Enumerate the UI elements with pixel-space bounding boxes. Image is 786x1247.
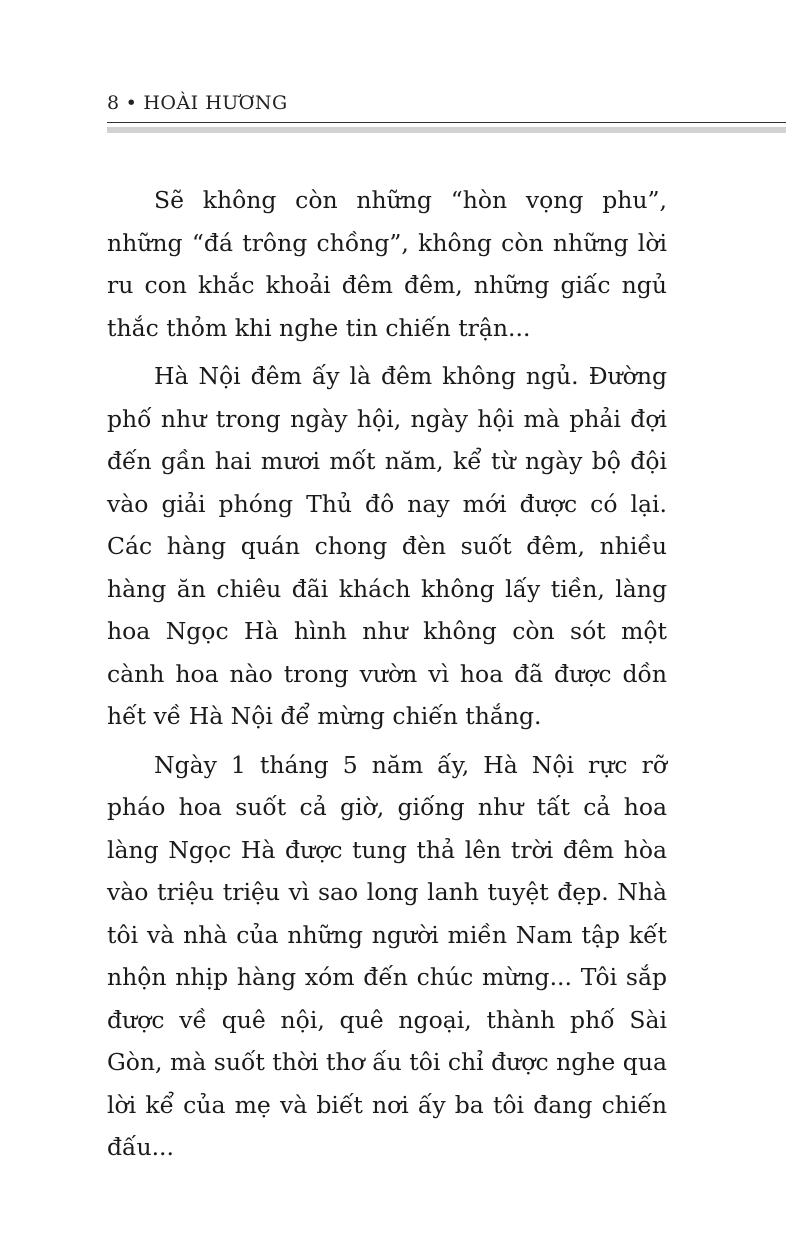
paragraph-2: Hà Nội đêm ấy là đêm không ngủ. Đường phố như trong ngày hội, ngày hội mà phải đợi đến gần hai mươi mốt năm, kể từ ngày bộ đội vào giải phóng Thủ đô nay mới được có lại. Các hàng quán chong đèn suốt đêm, nhiều hàng ăn chiêu đãi khách không lấy tiền, làng hoa Ngọc Hà hình như không còn sót một cành hoa nào trong vườn vì hoa đã được dồn hết về Hà Nội để mừng chiến thắng. [107,362,667,730]
header-rule-thick [107,127,786,133]
header-separator: • [125,92,138,114]
paragraph-1: Sẽ không còn những “hòn vọng phu”, những “đá trông chồng”, không còn những lời ru con khắc khoải đêm đêm, những giấc ngủ thắc thỏm khi nghe tin chiến trận... [107,186,667,342]
header-rule-thin [107,122,786,123]
paragraph-3: Ngày 1 tháng 5 năm ấy, Hà Nội rực rỡ pháo hoa suốt cả giờ, giống như tất cả hoa làng Ngọc Hà được tung thả lên trời đêm hòa vào triệu triệu vì sao long lanh tuyệt đẹp. Nhà tôi và nhà của những người miền Nam tập kết nhộn nhịp hàng xóm đến chúc mừng... Tôi sắp được về quê nội, quê ngoại, thành phố Sài Gòn, mà suốt thời thơ ấu tôi chỉ được nghe qua lời kể của mẹ và biết nơi ấy ba tôi đang chiến đấu... [107,750,667,1161]
author-name: HOÀI HƯƠNG [143,92,288,114]
page-number: 8 [107,92,120,114]
page-body [107,179,667,1175]
running-header [107,92,288,114]
